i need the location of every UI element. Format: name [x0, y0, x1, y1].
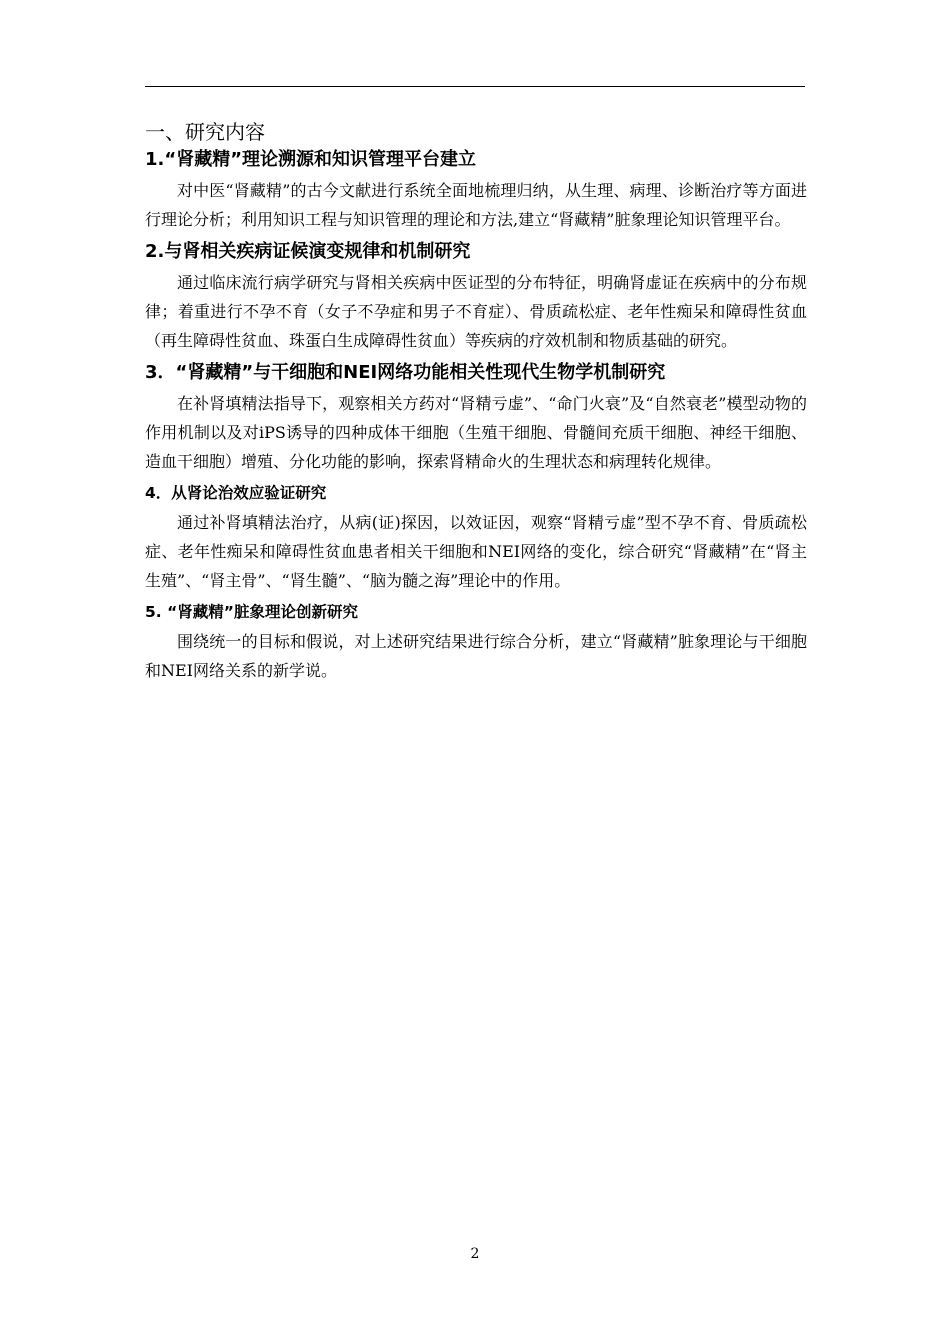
subsection-body-2: 通过临床流行病学研究与肾相关疾病中医证型的分布特征，明确肾虚证在疾病中的分布规律；着重进行不孕不育（女子不孕症和男子不育症）、骨质疏松症、老年性痴呆和障碍性贫血（再生障碍性贫血、珠蛋白生成障碍性贫血）等疾病的疗效机制和物质基础的研究。 — [145, 273, 807, 350]
subsection-body-1: 对中医“肾藏精”的古今文献进行系统全面地梳理归纳，从生理、病理、诊断治疗等方面进行理论分析；利用知识工程与知识管理的理论和方法,建立“肾藏精”脏象理论知识管理平台。 — [145, 181, 807, 229]
page-number: 2 — [470, 1246, 480, 1262]
subsection-body-3: 在补肾填精法指导下，观察相关方药对“肾精亏虚”、“命门火衰”及“自然衰老”模型动物的作用机制以及对iPS诱导的四种成体干细胞（生殖干细胞、骨髓间充质干细胞、神经干细胞、造血干细胞）增殖、分化功能的影响，探索肾精命火的生理状态和病理转化规律。 — [145, 394, 807, 471]
subsection-heading-4: 4．从肾论治效应验证研究 — [145, 484, 327, 502]
subsection-heading-2: 2.与肾相关疾病证候演变规律和机制研究 — [145, 241, 471, 262]
subsection-body-4: 通过补肾填精法治疗，从病(证)探因，以效证因，观察“肾精亏虚”型不孕不育、骨质疏松症、老年性痴呆和障碍性贫血患者相关干细胞和NEI网络的变化，综合研究“肾藏精”在“肾主生殖”、“肾主骨”、“肾生髓”、“脑为髓之海”理论中的作用。 — [145, 513, 807, 590]
section-title: 一、研究内容 — [145, 120, 265, 144]
document-body — [145, 118, 807, 689]
subsection-heading-5: 5. “肾藏精”脏象理论创新研究 — [145, 603, 358, 621]
subsection-body-5: 围绕统一的目标和假说，对上述研究结果进行综合分析，建立“肾藏精”脏象理论与干细胞和NEI网络关系的新学说。 — [145, 632, 807, 680]
header-rule — [145, 86, 805, 87]
subsection-heading-1: 1.“肾藏精”理论溯源和知识管理平台建立 — [145, 149, 477, 170]
subsection-heading-3: 3．“肾藏精”与干细胞和NEI网络功能相关性现代生物学机制研究 — [145, 362, 666, 383]
